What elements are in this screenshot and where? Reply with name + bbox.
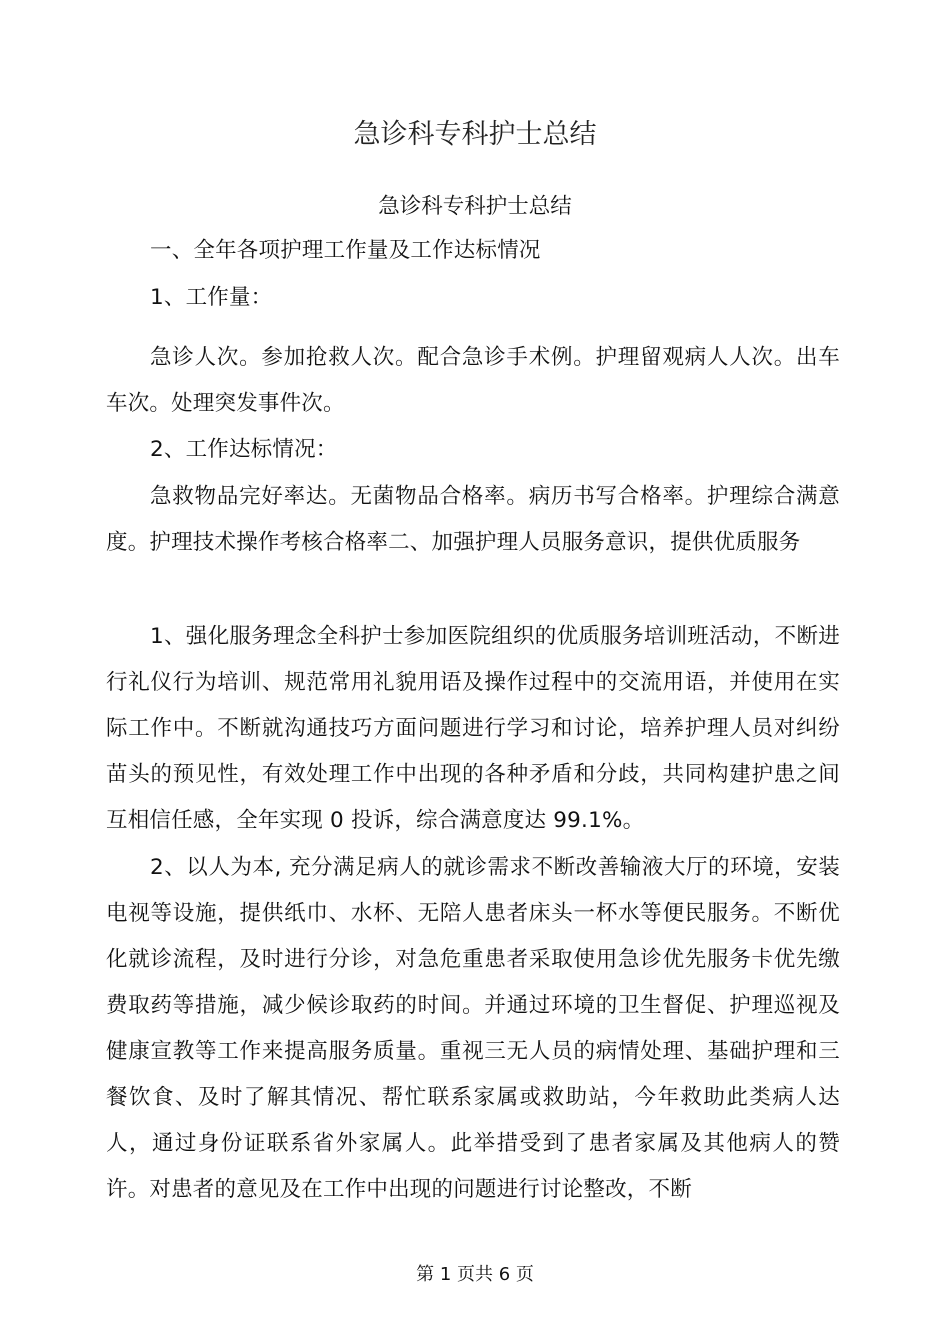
paragraph-patient-centered: 2、以人为本, 充分满足病人的就诊需求不断改善输液大厅的环境，安装电视等设施，提供纸巾、水杯、无陪人患者床头一杯水等便民服务。不断优化就诊流程，及时进行分诊，对急危重患者采取使用急诊优先服务卡优先缴费取药等措施，减少候诊取药的时间。并通过环境的卫生督促、护理巡视及健康宣教等工作来提高服务质量。重视三无人员的病情处理、基础护理和三餐饮食、及时了解其情况、帮忙联系家属或救助站，今年救助此类病人达人，通过身份证联系省外家属人。此举措受到了患者家属及其他病人的赞许。对患者的意见及在工作中出现的问题进行讨论整改，不断 (106, 855, 840, 1202)
paragraph-workload: 急诊人次。参加抢救人次。配合急诊手术例。护理留观病人人次。出车车次。处理突发事件次。 (106, 345, 840, 416)
section-heading-1: 一、全年各项护理工作量及工作达标情况 (150, 238, 541, 263)
paragraph-standards: 急救物品完好率达。无菌物品合格率。病历书写合格率。护理综合满意度。护理技术操作考核合格率二、加强护理人员服务意识，提供优质服务 (106, 484, 840, 555)
paragraph-service-concept: 1、强化服务理念全科护士参加医院组织的优质服务培训班活动，不断进行礼仪行为培训、规范常用礼貌用语及操作过程中的交流用语，并使用在实际工作中。不断就沟通技巧方面问题进行学习和讨论，培养护理人员对纠纷苗头的预见性，有效处理工作中出现的各种矛盾和分歧，共同构建护患之间互相信任感，全年实现 0 投诉，综合满意度达 99.1%。 (106, 624, 840, 833)
document-subtitle: 急诊科专科护士总结 (378, 194, 572, 219)
item-heading-standards: 2、工作达标情况： (150, 437, 338, 462)
page-number-footer: 第 1 页共 6 页 (416, 1264, 534, 1285)
document-title: 急诊科专科护士总结 (353, 119, 597, 150)
item-heading-workload: 1、工作量： (150, 285, 273, 310)
